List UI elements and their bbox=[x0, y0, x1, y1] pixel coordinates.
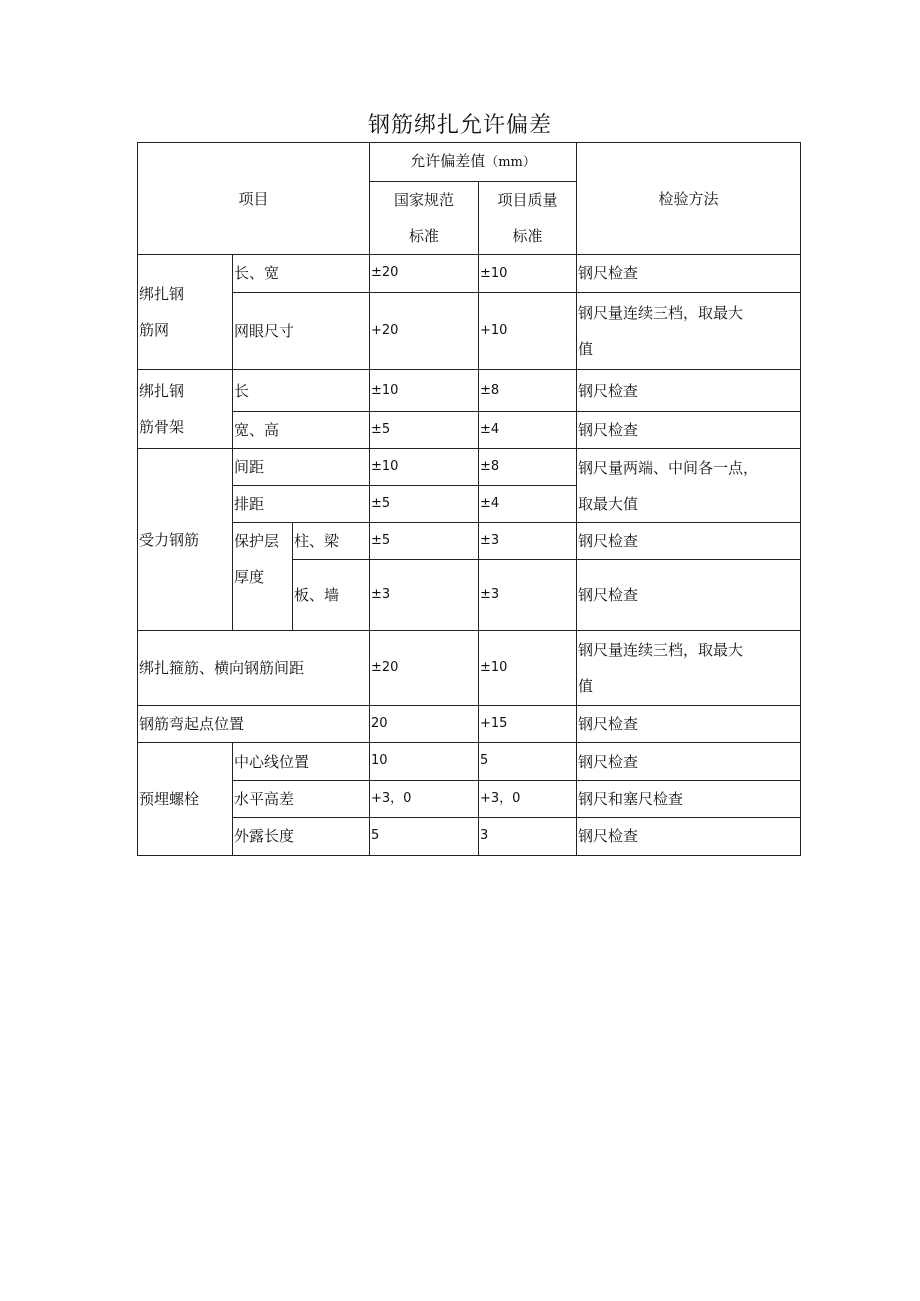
method-text: 钢尺检查 bbox=[577, 255, 801, 293]
method-text: 钢尺检查 bbox=[577, 706, 801, 743]
item-label: 间距 bbox=[233, 449, 370, 486]
group-mesh: 绑扎钢 筋网 bbox=[138, 255, 233, 370]
national-value: ±20 bbox=[370, 255, 479, 293]
item-label: 外露长度 bbox=[233, 818, 370, 856]
national-value: ±10 bbox=[370, 449, 479, 486]
national-value: ±5 bbox=[370, 523, 479, 560]
project-value: ±3 bbox=[479, 560, 577, 631]
national-value: ±3 bbox=[370, 560, 479, 631]
national-value: +20 bbox=[370, 293, 479, 370]
method-text: 钢尺和塞尺检查 bbox=[577, 781, 801, 818]
method-text: 钢尺检查 bbox=[577, 560, 801, 631]
method-text: 钢尺检查 bbox=[577, 818, 801, 856]
project-value: 5 bbox=[479, 743, 577, 781]
group-frame: 绑扎钢 筋骨架 bbox=[138, 370, 233, 449]
item-label: 柱、梁 bbox=[293, 523, 370, 560]
header-tolerance-group: 允许偏差值（mm） bbox=[370, 143, 577, 182]
table-row bbox=[138, 631, 801, 706]
method-text: 钢尺检查 bbox=[577, 370, 801, 412]
method-text: 钢尺检查 bbox=[577, 412, 801, 449]
item-label: 网眼尺寸 bbox=[233, 293, 370, 370]
item-label: 中心线位置 bbox=[233, 743, 370, 781]
item-label: 排距 bbox=[233, 486, 370, 523]
project-value: 3 bbox=[479, 818, 577, 856]
method-text: 钢尺检查 bbox=[577, 523, 801, 560]
group-bolts: 预埋螺栓 bbox=[138, 743, 233, 856]
national-value: 20 bbox=[370, 706, 479, 743]
item-label: 板、墙 bbox=[293, 560, 370, 631]
project-value: +10 bbox=[479, 293, 577, 370]
project-value: +3，0 bbox=[479, 781, 577, 818]
table-row bbox=[138, 743, 801, 781]
project-value: ±8 bbox=[479, 370, 577, 412]
header-project: 项目质量 标准 bbox=[479, 182, 577, 255]
item-label: 宽、高 bbox=[233, 412, 370, 449]
table-row bbox=[138, 449, 801, 486]
page-title: 钢筋绑扎允许偏差 bbox=[367, 113, 552, 138]
project-value: +15 bbox=[479, 706, 577, 743]
table-row bbox=[138, 781, 801, 818]
project-value: ±4 bbox=[479, 486, 577, 523]
method-text: 钢尺量连续三档，取最大 值 bbox=[577, 293, 801, 370]
item-label: 钢筋弯起点位置 bbox=[138, 706, 370, 743]
method-text: 钢尺量两端、中间各一点， 取最大值 bbox=[577, 449, 801, 523]
method-text: 钢尺量连续三档，取最大 值 bbox=[577, 631, 801, 706]
national-value: +3，0 bbox=[370, 781, 479, 818]
national-value: 5 bbox=[370, 818, 479, 856]
tolerance-table bbox=[137, 142, 801, 856]
header-method: 检验方法 bbox=[577, 143, 801, 255]
project-value: ±10 bbox=[479, 631, 577, 706]
table-row bbox=[138, 255, 801, 293]
cover-thickness-label: 保护层 厚度 bbox=[233, 523, 293, 631]
table-row bbox=[138, 370, 801, 412]
table-row bbox=[138, 293, 801, 370]
project-value: ±10 bbox=[479, 255, 577, 293]
table-row bbox=[138, 818, 801, 856]
header-item: 项目 bbox=[138, 143, 370, 255]
method-text: 钢尺检查 bbox=[577, 743, 801, 781]
table-row bbox=[138, 523, 801, 560]
item-label: 长 bbox=[233, 370, 370, 412]
group-stressed: 受力钢筋 bbox=[138, 449, 233, 631]
project-value: ±4 bbox=[479, 412, 577, 449]
project-value: ±8 bbox=[479, 449, 577, 486]
national-value: ±5 bbox=[370, 412, 479, 449]
table-row bbox=[138, 412, 801, 449]
project-value: ±3 bbox=[479, 523, 577, 560]
item-label: 长、宽 bbox=[233, 255, 370, 293]
item-label: 绑扎箍筋、横向钢筋间距 bbox=[138, 631, 370, 706]
table-row bbox=[138, 706, 801, 743]
national-value: ±5 bbox=[370, 486, 479, 523]
national-value: ±20 bbox=[370, 631, 479, 706]
national-value: 10 bbox=[370, 743, 479, 781]
header-national: 国家规范 标准 bbox=[370, 182, 479, 255]
national-value: ±10 bbox=[370, 370, 479, 412]
item-label: 水平高差 bbox=[233, 781, 370, 818]
